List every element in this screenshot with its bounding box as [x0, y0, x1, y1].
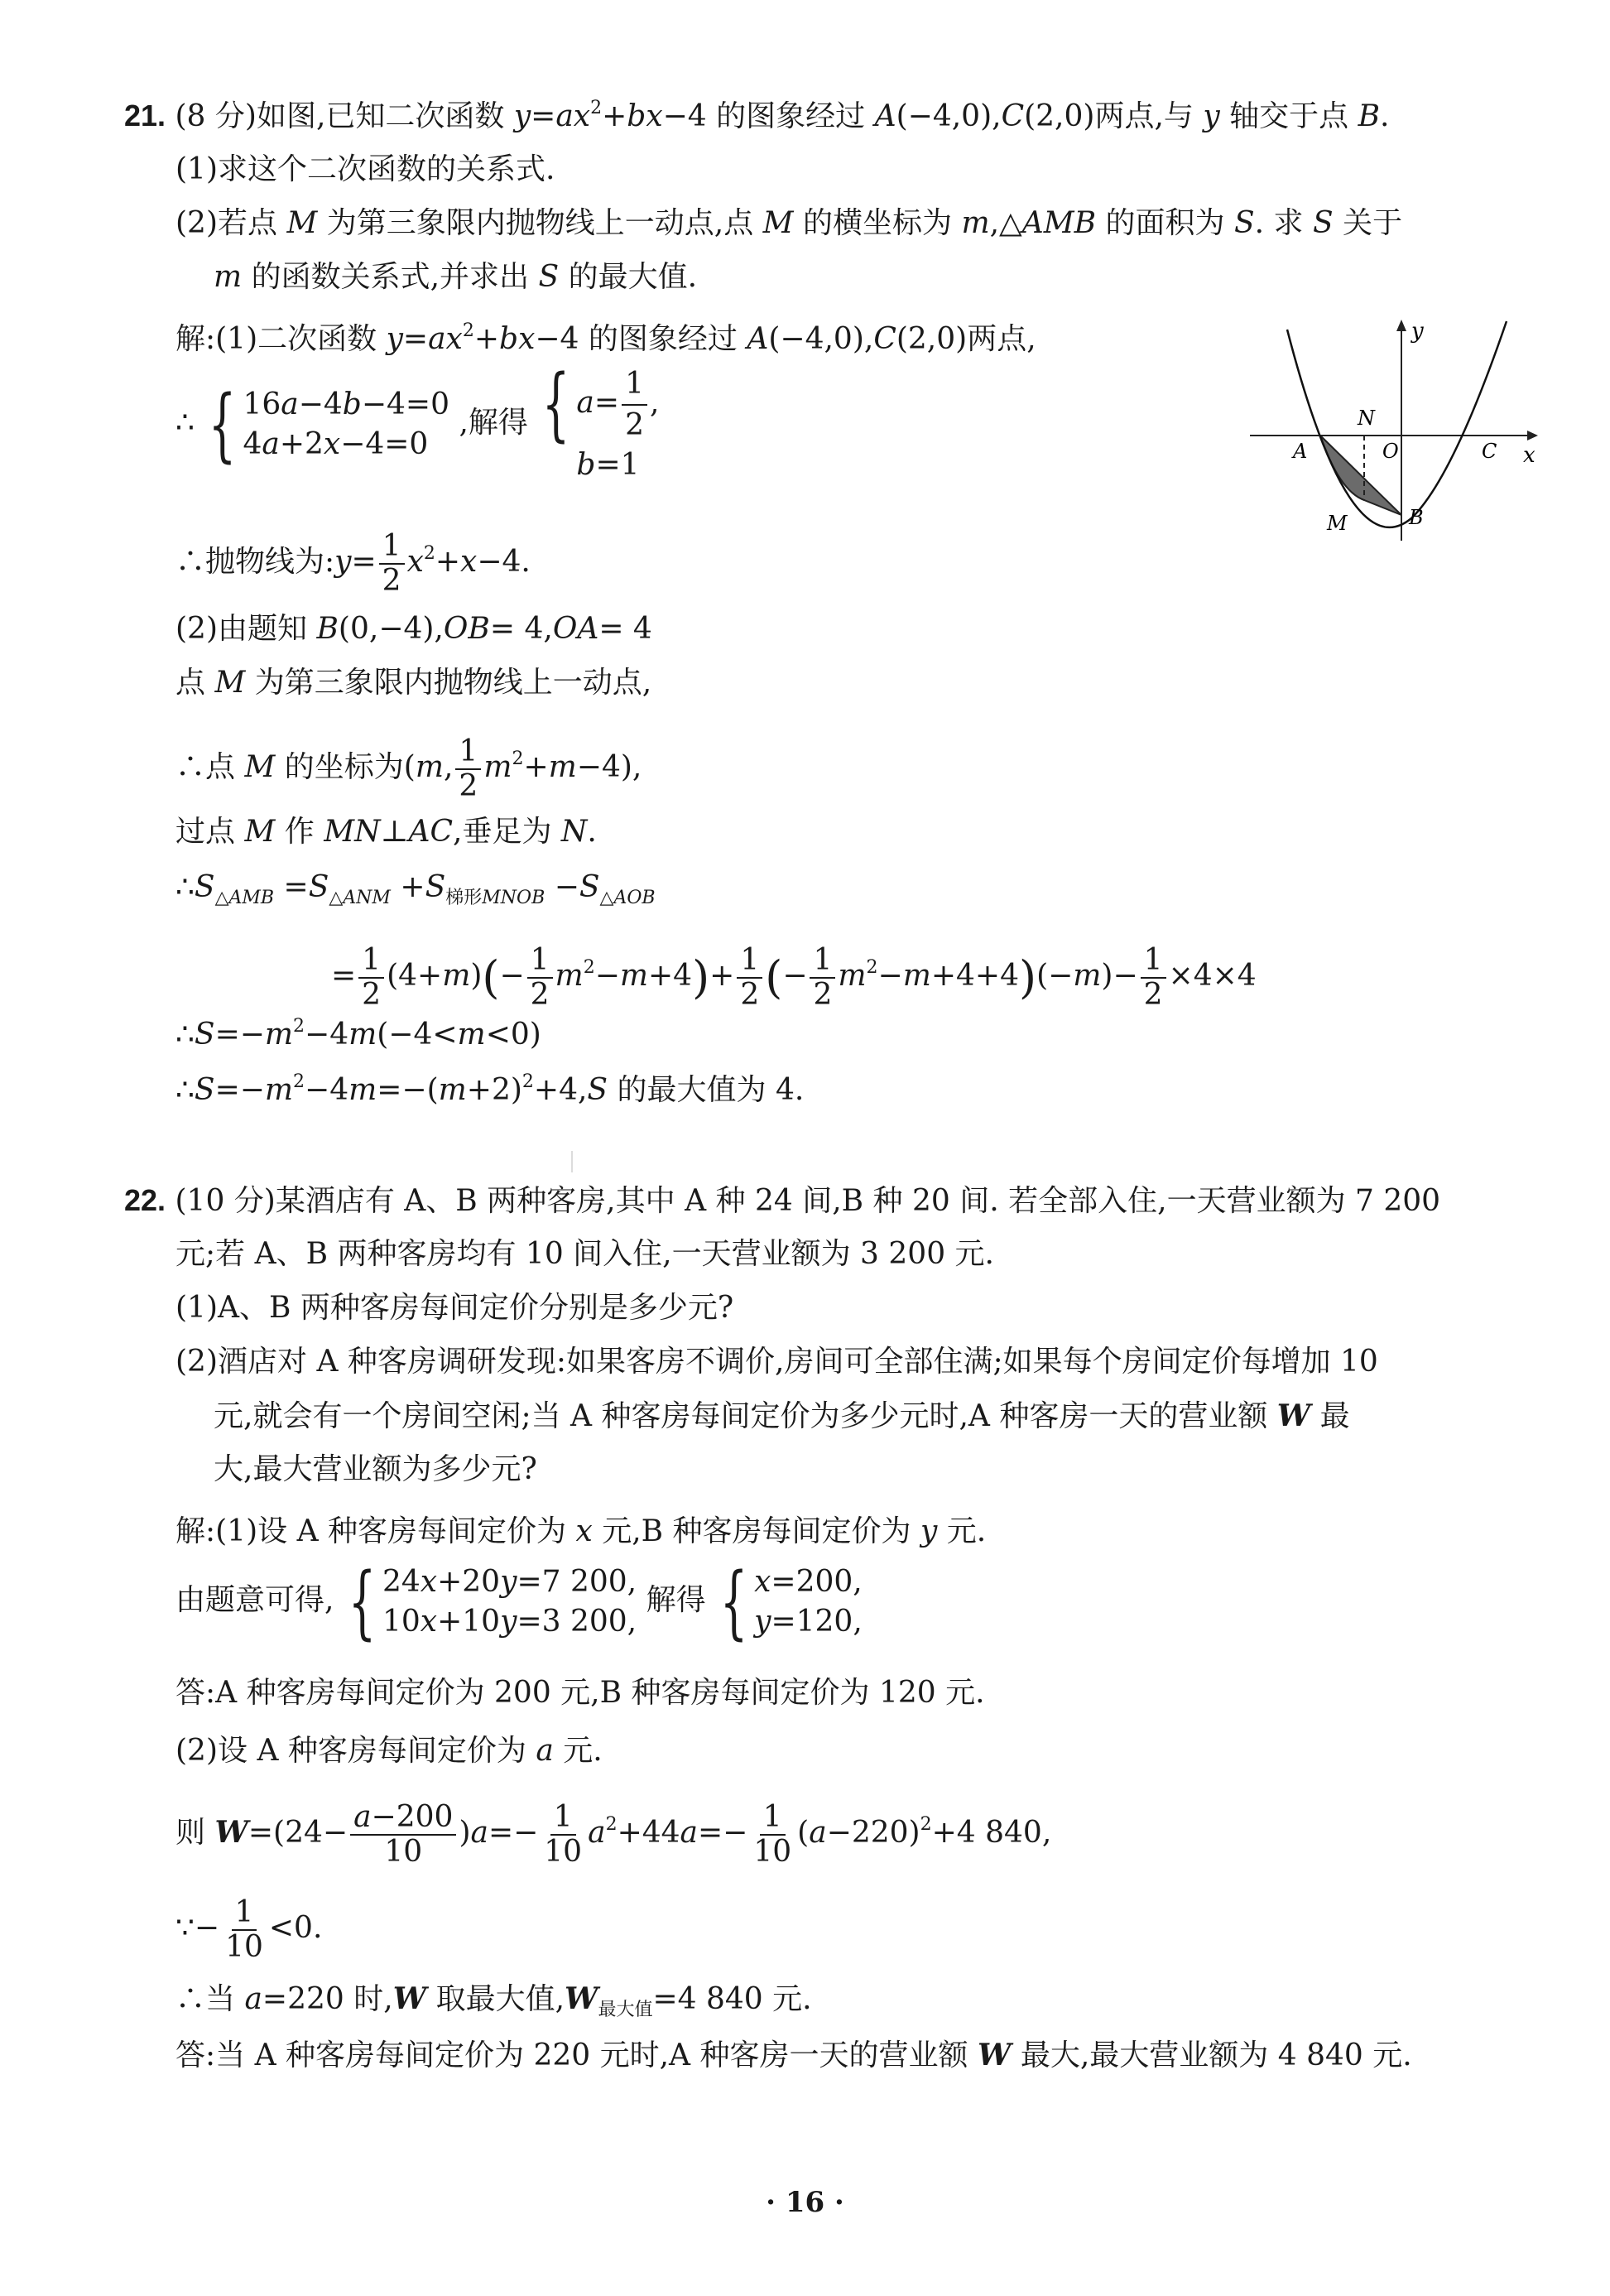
label-b: B	[1409, 506, 1424, 529]
q21-number: 21.	[124, 99, 166, 132]
q21-parabola-figure	[1242, 313, 1540, 549]
q22-equation-system	[175, 1555, 863, 1649]
q22-part2-line1: (2)酒店对 A 种客房调研发现:如果客房不调价,房间可全部住满;如果每个房间定价每增加 10	[175, 1345, 1378, 1379]
q21-sys-eq2: 4a+2x−4=0	[243, 427, 429, 461]
label-y: y	[1411, 319, 1424, 344]
q22-sol-x: x=200,	[754, 1565, 863, 1599]
q22-system-left: { 24x+20y=7 200, 10x+10y=3 200,	[348, 1556, 637, 1649]
label-x: x	[1523, 443, 1536, 468]
q21-sys-eq1: 16a−4b−4=0	[243, 387, 449, 421]
page-number: · 16 ·	[766, 2186, 844, 2219]
q22-sys-eq2: 10x+10y=3 200,	[382, 1605, 637, 1639]
q21-area-expression: = $\frac{1}{2}$ (4+m)(− $\frac{1}{2}$ $m^2-m+4)+$ $\frac{1}{2}$ (− $\frac{1}{2}$ $m^2-m+4+4)(-m)-$ $\frac{1}{2}$ ×4×4	[331, 943, 1257, 1012]
q21-sol-a: a= $\frac{1}{2}$ ,	[576, 364, 659, 445]
q22-system-right: { x=200, y=120,	[719, 1556, 863, 1649]
q22-intro-line1: 22. (10 分)某酒店有 A、B 两种客房,其中 A 种 24 间,B 种 20 间. 若全部入住,一天营业额为 7 200	[124, 1183, 1441, 1218]
q22-part2-setup: (2)设 A 种客房每间定价为 a 元.	[175, 1734, 603, 1768]
q22-number: 22.	[124, 1183, 166, 1217]
q21-equation-system: ∴ { 16a−4b−4=0 4a+2x−4=0 ,解得 { a= $\frac{1}{2}$ , b=1	[175, 364, 659, 485]
q21-part1: (1)求这个二次函数的关系式.	[175, 152, 555, 186]
q22-because: ∵− $\frac{1}{10}$ <0.	[175, 1895, 323, 1964]
q21-area-decomposition: $\therefore S_{\triangle AMB} =S_{\triangle ANM} +S_{梯形MNOB} -S_{\triangle AOB}$	[175, 870, 656, 909]
q22-answer2: 答:当 A 种客房每间定价为 220 元时,A 种客房一天的营业额 W 最大,最大营业额为 4 840 元.	[175, 2038, 1412, 2072]
q22-solution-line1: 解:(1)设 A 种客房每间定价为 x 元,B 种客房每间定价为 y 元.	[175, 1514, 987, 1548]
q21-part2-moving-point: 点 M 为第三象限内抛物线上一动点,	[175, 666, 652, 700]
q21-solve-word: ,解得	[459, 406, 528, 440]
q21-parabola: ∴抛物线为:y= $\frac{1}{2}$ $x^2+x-4$.	[175, 529, 531, 598]
q22-answer1: 答:A 种客房每间定价为 200 元,B 种客房每间定价为 120 元.	[175, 1676, 985, 1710]
label-o: O	[1382, 440, 1399, 463]
q21-part2-line2: m 的函数关系式,并求出 S 的最大值.	[214, 260, 698, 294]
q22-part1: (1)A、B 两种客房每间定价分别是多少元?	[175, 1291, 734, 1325]
q21-intro: 21. (8 分)如图,已知二次函数 $y=ax^2+bx-4$ 的图象经过 A(−4,0),C(2,0)两点,与 y 轴交于点 B.	[124, 98, 1390, 133]
parabola-curve	[1287, 321, 1507, 527]
q21-part2-line1: (2)若点 M 为第三象限内抛物线上一动点,点 M 的横坐标为 m,△AMB 的面积为 S. 求 S 关于	[175, 206, 1403, 240]
q21-part2-given: (2)由题知 B(0,−4),OB= 4,OA= 4	[175, 612, 652, 646]
q22-maximum: ∴当 a=220 时,W 取最大值$,W_{最大值}=4$ 840 元.	[175, 1981, 812, 2021]
q21-s-function: $\therefore S=-m^2-4m(-4<m<0)$	[175, 1016, 541, 1052]
q21-solution-line1: 解:(1)二次函数 $y=ax^2+bx-4$ 的图象经过 A(−4,0),C(2,0)两点,	[175, 320, 1036, 356]
q21-perpendicular: 过点 M 作 MN⊥AC,垂足为 N.	[175, 815, 597, 849]
q22-sys-prefix: 由题意可得,	[175, 1583, 334, 1617]
q21-s-maximum: $\therefore S=-m^2-4m=-(m+2)^2+4,S$ 的最大值为 4.	[175, 1071, 805, 1107]
q22-part2-line3: 大,最大营业额为多少元?	[214, 1452, 537, 1486]
section-divider	[571, 1151, 573, 1172]
q21-system-right: { a= $\frac{1}{2}$ , b=1	[537, 364, 659, 485]
label-c: C	[1482, 440, 1497, 463]
x-axis-arrow	[1527, 431, 1538, 440]
q21-system-left: { 16a−4b−4=0 4a+2x−4=0	[209, 378, 449, 471]
q22-intro-line2: 元;若 A、B 两种客房均有 10 间入住,一天营业额为 3 200 元.	[175, 1237, 994, 1271]
q21-sol-b: b=1	[576, 448, 640, 482]
label-a: A	[1293, 440, 1308, 463]
q21-m-coordinate: ∴点 M 的坐标为(m, $\frac{1}{2}$ $m^2+m-4$),	[175, 734, 642, 803]
q22-sol-y: y=120,	[754, 1605, 863, 1639]
y-axis-arrow	[1396, 320, 1406, 331]
label-n: N	[1358, 407, 1375, 430]
q22-sys-eq1: 24x+20y=7 200,	[382, 1565, 637, 1599]
label-m: M	[1327, 512, 1348, 535]
q22-part2-line2: 元,就会有一个房间空闲;当 A 种客房每间定价为多少元时,A 种客房一天的营业额 W 最	[214, 1398, 1350, 1433]
q22-w-expression: 则 W=(24− $\frac{a-200}{10}$ )a=− $\frac{1}{10}$ $a^2+44a=-$ $\frac{1}{10}$ $(a-220)^2+4$ 840,	[175, 1800, 1052, 1869]
q22-solve-word: 解得	[646, 1583, 706, 1617]
